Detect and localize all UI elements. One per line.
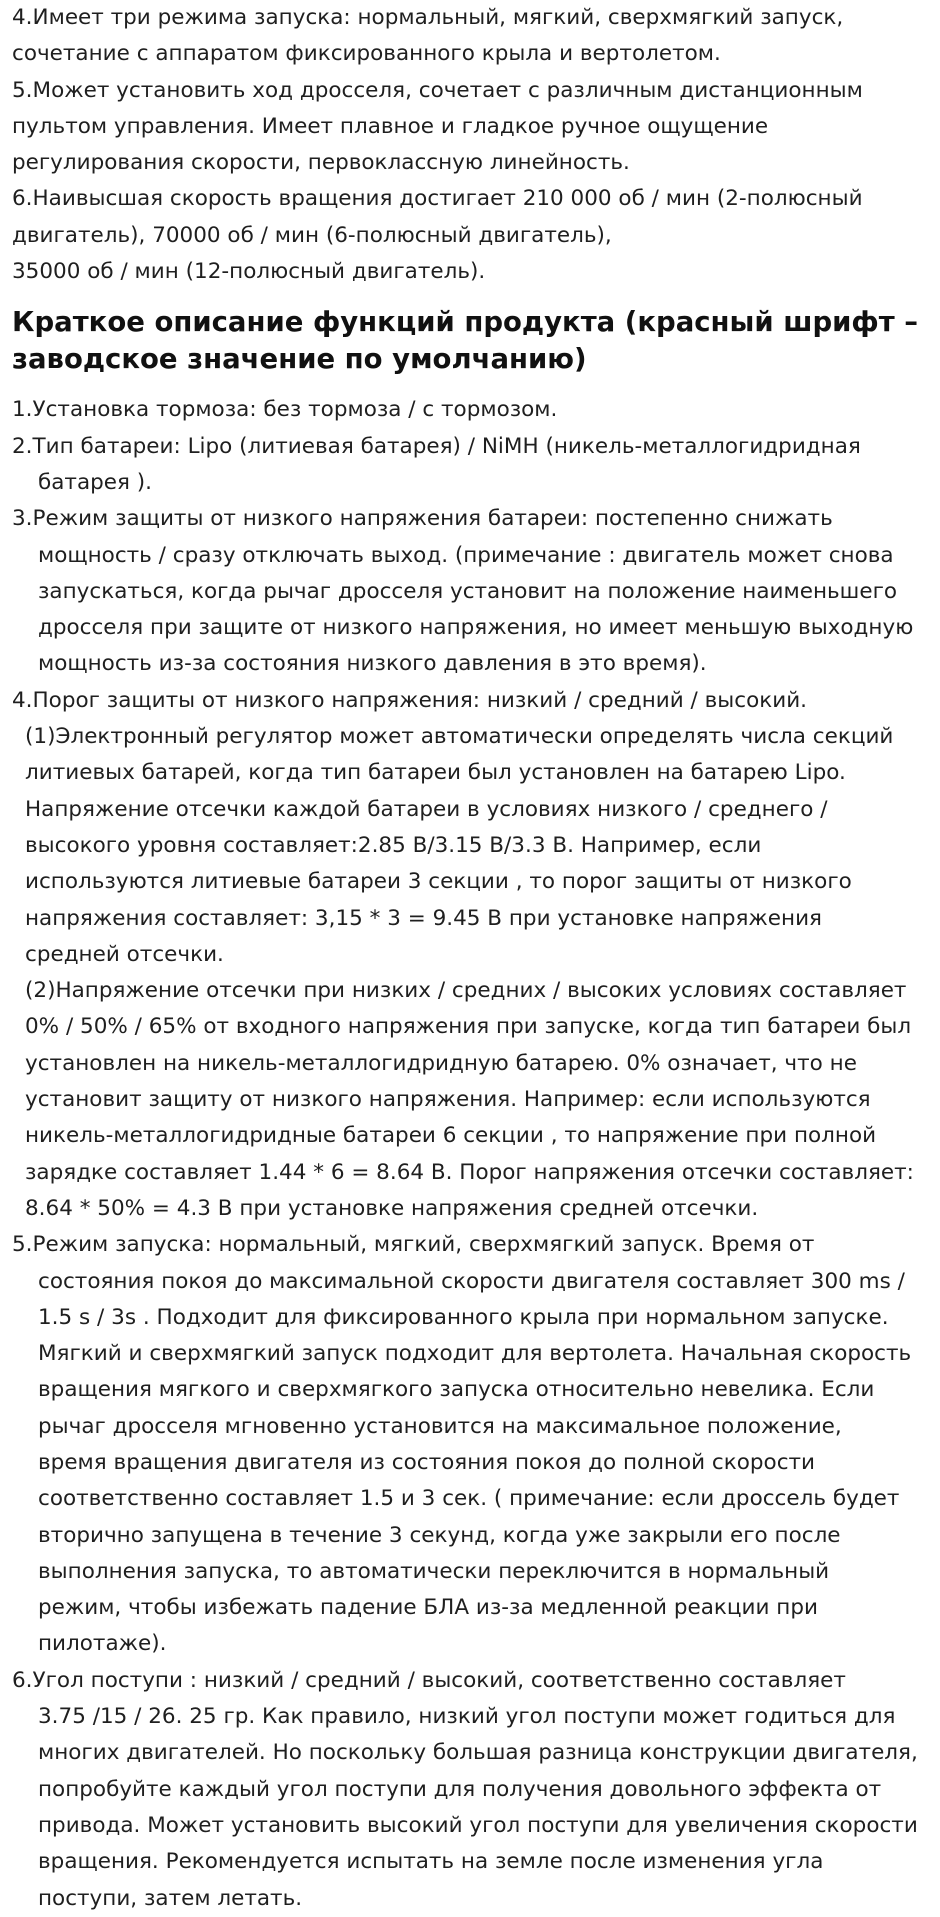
text-line: 4.Порог защиты от низкого напряжения: низкий / средний / высокий. (12, 687, 808, 713)
text-line: режим, чтобы избежать падение БЛА из-за медленной реакции при (38, 1595, 818, 1621)
text-line: пилотаже). (38, 1631, 167, 1657)
text-line: 35000 об / мин (12-полюсный двигатель). (12, 259, 486, 285)
text-line: выполнения запуска, то автоматически переключится в нормальный (38, 1558, 830, 1584)
text-line: 1.Установка тормоза: без тормоза / с тормозом. (12, 397, 558, 423)
text-line: двигатель), 70000 об / мин (6-полюсный двигатель), (12, 222, 612, 248)
text-line: литиевых батарей, когда тип батареи был установлен на батарею Lipo. (25, 760, 846, 786)
text-line: 6.Угол поступи : низкий / средний / высокий, соответственно составляет (12, 1667, 846, 1693)
feature-item-battery-type (12, 429, 930, 502)
feature-item-low-voltage-threshold (12, 683, 930, 719)
text-line: 6.Наивысшая скорость вращения достигает 210 000 об / мин (2-полюсный (12, 186, 863, 212)
text-line: никель-металлогидридные батареи 6 секции , то напряжение при полной (25, 1123, 877, 1149)
text-line: 5.Режим запуска: нормальный, мягкий, сверхмягкий запуск. Время от (12, 1232, 815, 1258)
text-line: зарядке составляет 1.44 * 6 = 8.64 В. Порог напряжения отсечки составляет: (25, 1159, 914, 1185)
text-line: время вращения двигателя из состояния покоя до полной скорости (38, 1449, 816, 1475)
text-line: 3.75 /15 / 26. 25 гр. Как правило, низкий угол поступи может годиться для (38, 1704, 896, 1730)
text-line: используются литиевые батареи 3 секции , то порог защиты от низкого (25, 869, 852, 895)
text-line: 0% / 50% / 65% от входного напряжения при запуске, когда тип батареи был (25, 1014, 912, 1040)
text-line: Мягкий и сверхмягкий запуск подходит для вертолета. Начальная скорость (38, 1341, 912, 1367)
feature-subitem-lipo (12, 719, 930, 973)
text-line: запускаться, когда рычаг дросселя установит на положение наименьшего (38, 578, 898, 604)
text-line: 4.Имеет три режима запуска: нормальный, мягкий, сверхмягкий запуск, (12, 5, 844, 30)
text-line: попробуйте каждый угол поступи для получения довольного эффекта от (38, 1776, 882, 1802)
heading-line: Краткое описание функций продукта (красный шрифт – (12, 306, 918, 339)
text-line: (1)Электронный регулятор может автоматически определять числа секций (25, 724, 894, 750)
text-line: установлен на никель-металлогидридную батарею. 0% означает, что не (25, 1050, 857, 1076)
text-line: (2)Напряжение отсечки при низких / средних / высоких условиях составляет (25, 978, 907, 1004)
text-line: мощность из-за состояния низкого давления в это время). (38, 651, 707, 677)
feature-item-timing-angle (12, 1663, 930, 1917)
feature-item-brake (12, 392, 930, 428)
heading-line: заводское значение по умолчанию) (12, 343, 587, 376)
text-line: многих двигателей. Но поскольку большая разница конструкции двигателя, (38, 1740, 918, 1766)
text-line: рычаг дросселя мгновенно установится на максимальное положение, (38, 1413, 842, 1439)
feature-item-start-mode (12, 1227, 930, 1663)
text-line: мощность / сразу отключать выход. (примечание : двигатель может снова (38, 542, 894, 568)
text-line: напряжения составляет: 3,15 * 3 = 9.45 В при установке напряжения (25, 905, 822, 931)
text-line: высокого уровня составляет:2.85 В/3.15 В/3.3 В. Например, если (25, 832, 762, 858)
text-line: 1.5 s / 3s . Подходит для фиксированного крыла при нормальном запуске. (38, 1304, 889, 1330)
text-line: установит защиту от низкого напряжения. Например: если используются (25, 1087, 871, 1113)
text-line: пультом управления. Имеет плавное и гладкое ручное ощущение (12, 113, 769, 139)
text-line: привода. Может установить высокий угол поступи для увеличения скорости (38, 1812, 918, 1838)
text-line: вращения мягкого и сверхмягкого запуска относительно невелика. Если (38, 1377, 875, 1403)
section-heading (12, 304, 930, 378)
text-line: дросселя при защите от низкого напряжения, но имеет меньшую выходную (38, 615, 914, 641)
text-line: 5.Может установить ход дросселя, сочетает с различным дистанционным (12, 77, 863, 103)
feature-item-low-voltage-mode (12, 501, 930, 682)
text-line: состояния покоя до максимальной скорости двигателя составляет 300 ms / (38, 1268, 905, 1294)
feature-list (12, 392, 930, 1916)
text-line: сочетание с аппаратом фиксированного крыла и вертолетом. (12, 41, 721, 67)
text-line: 3.Режим защиты от низкого напряжения батареи: постепенно снижать (12, 506, 833, 532)
intro-features-text (12, 0, 930, 290)
feature-subitem-nimh (12, 973, 930, 1227)
text-line: вторично запущена в течение 3 секунд, когда уже закрыли его после (38, 1522, 841, 1548)
text-line: поступи, затем летать. (38, 1885, 303, 1911)
text-line: Напряжение отсечки каждой батареи в условиях низкого / среднего / (25, 796, 828, 822)
text-line: вращения. Рекомендуется испытать на земле после изменения угла (38, 1849, 824, 1875)
text-line: средней отсечки. (25, 941, 224, 967)
text-line: 8.64 * 50% = 4.3 В при установке напряжения средней отсечки. (25, 1195, 759, 1221)
text-line: батарея ). (38, 469, 152, 495)
text-line: соответственно составляет 1.5 и 3 сек. ( примечание: если дроссель будет (38, 1486, 900, 1512)
text-line: 2.Тип батареи: Lipo (литиевая батарея) / NiMH (никель-металлогидридная (12, 433, 861, 459)
text-line: регулирования скорости, первоклассную линейность. (12, 150, 630, 176)
